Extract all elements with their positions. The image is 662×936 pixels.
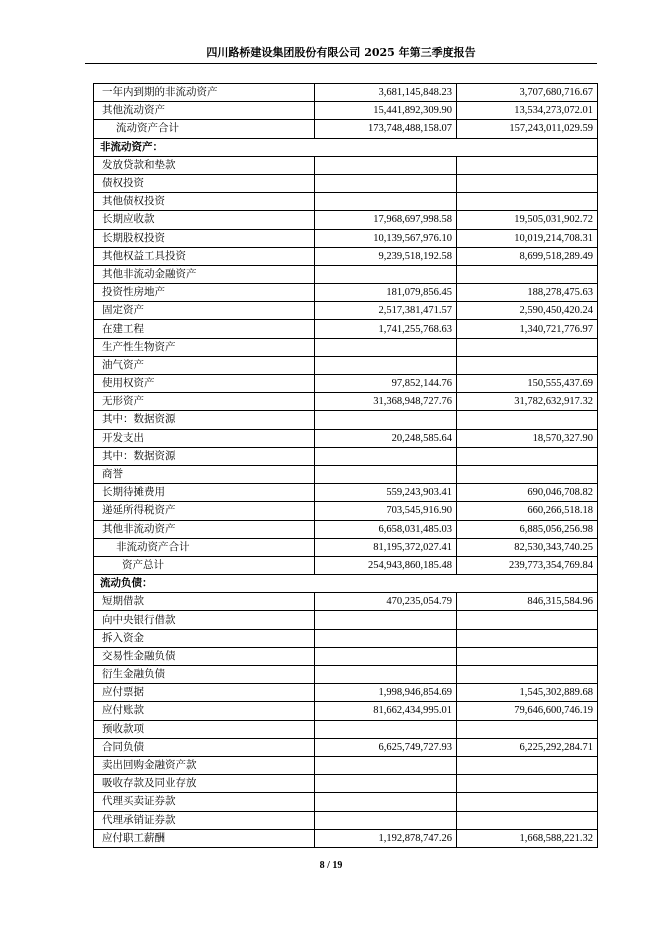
row-label: 债权投资 xyxy=(94,174,315,192)
current-period-value xyxy=(315,666,457,684)
table-row xyxy=(94,738,598,756)
row-label: 代理买卖证券款 xyxy=(94,793,315,811)
current-period-value: 1,741,255,768.63 xyxy=(315,320,457,338)
previous-period-value xyxy=(457,411,598,429)
table-row xyxy=(94,320,598,338)
previous-period-value: 846,315,584.96 xyxy=(457,593,598,611)
previous-period-value xyxy=(457,356,598,374)
current-period-value: 6,658,031,485.03 xyxy=(315,520,457,538)
current-period-value: 3,681,145,848.23 xyxy=(315,84,457,102)
section-header-row xyxy=(94,575,598,593)
table-row xyxy=(94,556,598,574)
row-label: 开发支出 xyxy=(94,429,315,447)
row-label: 无形资产 xyxy=(94,393,315,411)
row-label: 其他非流动金融资产 xyxy=(94,265,315,283)
previous-period-value: 8,699,518,289.49 xyxy=(457,247,598,265)
row-label: 在建工程 xyxy=(94,320,315,338)
table-row xyxy=(94,684,598,702)
previous-period-value xyxy=(457,193,598,211)
previous-period-value xyxy=(457,265,598,283)
row-label: 交易性金融负债 xyxy=(94,647,315,665)
row-label: 其他债权投资 xyxy=(94,193,315,211)
row-label: 拆入资金 xyxy=(94,629,315,647)
table-row xyxy=(94,284,598,302)
table-row xyxy=(94,247,598,265)
current-period-value xyxy=(315,611,457,629)
row-label: 生产性生物资产 xyxy=(94,338,315,356)
current-period-value: 254,943,860,185.48 xyxy=(315,556,457,574)
table-row xyxy=(94,338,598,356)
table-row xyxy=(94,611,598,629)
row-label: 长期待摊费用 xyxy=(94,484,315,502)
current-period-value xyxy=(315,447,457,465)
row-label: 向中央银行借款 xyxy=(94,611,315,629)
previous-period-value: 13,534,273,072.01 xyxy=(457,102,598,120)
row-label: 衍生金融负债 xyxy=(94,666,315,684)
current-period-value: 20,248,585.64 xyxy=(315,429,457,447)
row-label: 非流动资产合计 xyxy=(94,538,315,556)
current-period-value xyxy=(315,156,457,174)
current-period-value: 173,748,488,158.07 xyxy=(315,120,457,138)
row-label: 使用权资产 xyxy=(94,375,315,393)
previous-period-value: 18,570,327.90 xyxy=(457,429,598,447)
table-row xyxy=(94,447,598,465)
table-row xyxy=(94,829,598,847)
previous-period-value: 150,555,437.69 xyxy=(457,375,598,393)
previous-period-value xyxy=(457,156,598,174)
current-period-value xyxy=(315,793,457,811)
current-period-value: 470,235,054.79 xyxy=(315,593,457,611)
previous-period-value xyxy=(457,811,598,829)
table-row xyxy=(94,84,598,102)
row-label: 油气资产 xyxy=(94,356,315,374)
table-row xyxy=(94,811,598,829)
current-period-value: 97,852,144.76 xyxy=(315,375,457,393)
table-row xyxy=(94,520,598,538)
row-label: 发放贷款和垫款 xyxy=(94,156,315,174)
previous-period-value: 1,545,302,889.68 xyxy=(457,684,598,702)
previous-period-value: 19,505,031,902.72 xyxy=(457,211,598,229)
previous-period-value: 6,885,056,256.98 xyxy=(457,520,598,538)
current-period-value: 31,368,948,727.76 xyxy=(315,393,457,411)
current-period-value: 1,998,946,854.69 xyxy=(315,684,457,702)
section-header-row xyxy=(94,138,598,156)
row-label: 投资性房地产 xyxy=(94,284,315,302)
current-period-value xyxy=(315,411,457,429)
previous-period-value xyxy=(457,465,598,483)
balance-sheet-table xyxy=(93,83,598,848)
current-period-value xyxy=(315,720,457,738)
previous-period-value xyxy=(457,775,598,793)
current-period-value: 81,195,372,027.41 xyxy=(315,538,457,556)
previous-period-value xyxy=(457,629,598,647)
previous-period-value: 239,773,354,769.84 xyxy=(457,556,598,574)
table-row xyxy=(94,156,598,174)
previous-period-value xyxy=(457,447,598,465)
row-label: 应付账款 xyxy=(94,702,315,720)
previous-period-value xyxy=(457,611,598,629)
current-period-value xyxy=(315,629,457,647)
current-period-value xyxy=(315,174,457,192)
table-row xyxy=(94,775,598,793)
table-row xyxy=(94,356,598,374)
row-label: 固定资产 xyxy=(94,302,315,320)
table-row xyxy=(94,465,598,483)
table-row xyxy=(94,211,598,229)
previous-period-value xyxy=(457,666,598,684)
previous-period-value xyxy=(457,756,598,774)
current-period-value: 559,243,903.41 xyxy=(315,484,457,502)
previous-period-value xyxy=(457,338,598,356)
row-label: 合同负债 xyxy=(94,738,315,756)
table-row xyxy=(94,756,598,774)
current-period-value: 6,625,749,727.93 xyxy=(315,738,457,756)
current-period-value xyxy=(315,647,457,665)
previous-period-value xyxy=(457,174,598,192)
current-period-value xyxy=(315,356,457,374)
previous-period-value: 1,668,588,221.32 xyxy=(457,829,598,847)
table-row xyxy=(94,593,598,611)
row-label: 资产总计 xyxy=(94,556,315,574)
table-row xyxy=(94,793,598,811)
table-row xyxy=(94,429,598,447)
current-period-value: 703,545,916.90 xyxy=(315,502,457,520)
previous-period-value: 1,340,721,776.97 xyxy=(457,320,598,338)
row-label: 长期应收款 xyxy=(94,211,315,229)
previous-period-value xyxy=(457,720,598,738)
table-row xyxy=(94,120,598,138)
row-label: 递延所得税资产 xyxy=(94,502,315,520)
previous-period-value: 3,707,680,716.67 xyxy=(457,84,598,102)
table-row xyxy=(94,193,598,211)
current-period-value: 17,968,697,998.58 xyxy=(315,211,457,229)
current-period-value xyxy=(315,811,457,829)
current-period-value xyxy=(315,465,457,483)
current-period-value xyxy=(315,265,457,283)
table-row xyxy=(94,538,598,556)
current-period-value: 181,079,856.45 xyxy=(315,284,457,302)
current-period-value: 9,239,518,192.58 xyxy=(315,247,457,265)
header-divider xyxy=(85,63,597,64)
previous-period-value: 157,243,011,029.59 xyxy=(457,120,598,138)
table-row xyxy=(94,702,598,720)
previous-period-value: 31,782,632,917.32 xyxy=(457,393,598,411)
table-row xyxy=(94,375,598,393)
row-label: 短期借款 xyxy=(94,593,315,611)
previous-period-value: 82,530,343,740.25 xyxy=(457,538,598,556)
current-period-value: 81,662,434,995.01 xyxy=(315,702,457,720)
current-period-value xyxy=(315,775,457,793)
current-period-value: 10,139,567,976.10 xyxy=(315,229,457,247)
report-header-title: 四川路桥建设集团股份有限公司 2025 年第三季度报告 xyxy=(206,46,476,59)
table-row xyxy=(94,302,598,320)
current-period-value xyxy=(315,193,457,211)
table-row xyxy=(94,229,598,247)
row-label: 预收款项 xyxy=(94,720,315,738)
table-row xyxy=(94,666,598,684)
table-row xyxy=(94,720,598,738)
previous-period-value: 188,278,475.63 xyxy=(457,284,598,302)
row-label: 代理承销证券款 xyxy=(94,811,315,829)
previous-period-value xyxy=(457,647,598,665)
row-label: 应付职工薪酬 xyxy=(94,829,315,847)
table-row xyxy=(94,647,598,665)
previous-period-value xyxy=(457,793,598,811)
table-row xyxy=(94,629,598,647)
row-label: 商誉 xyxy=(94,465,315,483)
row-label: 应付票据 xyxy=(94,684,315,702)
table-row xyxy=(94,174,598,192)
row-label: 其他流动资产 xyxy=(94,102,315,120)
previous-period-value: 79,646,600,746.19 xyxy=(457,702,598,720)
row-label: 其他非流动资产 xyxy=(94,520,315,538)
table-row xyxy=(94,265,598,283)
balance-sheet-body xyxy=(94,84,598,848)
row-label: 流动资产合计 xyxy=(94,120,315,138)
current-period-value: 1,192,878,747.26 xyxy=(315,829,457,847)
current-period-value xyxy=(315,756,457,774)
section-label: 流动负债： xyxy=(94,575,598,593)
table-row xyxy=(94,484,598,502)
previous-period-value: 660,266,518.18 xyxy=(457,502,598,520)
row-label: 卖出回购金融资产款 xyxy=(94,756,315,774)
current-period-value: 15,441,892,309.90 xyxy=(315,102,457,120)
row-label: 长期股权投资 xyxy=(94,229,315,247)
table-row xyxy=(94,102,598,120)
table-row xyxy=(94,393,598,411)
table-row xyxy=(94,411,598,429)
row-label: 吸收存款及同业存放 xyxy=(94,775,315,793)
previous-period-value: 2,590,450,420.24 xyxy=(457,302,598,320)
current-period-value: 2,517,381,471.57 xyxy=(315,302,457,320)
row-label: 其中：数据资源 xyxy=(94,447,315,465)
table-row xyxy=(94,502,598,520)
previous-period-value: 690,046,708.82 xyxy=(457,484,598,502)
section-label: 非流动资产： xyxy=(94,138,598,156)
previous-period-value: 6,225,292,284.71 xyxy=(457,738,598,756)
row-label: 其中：数据资源 xyxy=(94,411,315,429)
row-label: 其他权益工具投资 xyxy=(94,247,315,265)
current-period-value xyxy=(315,338,457,356)
previous-period-value: 10,019,214,708.31 xyxy=(457,229,598,247)
page-number: 8 / 19 xyxy=(319,860,343,871)
row-label: 一年内到期的非流动资产 xyxy=(94,84,315,102)
